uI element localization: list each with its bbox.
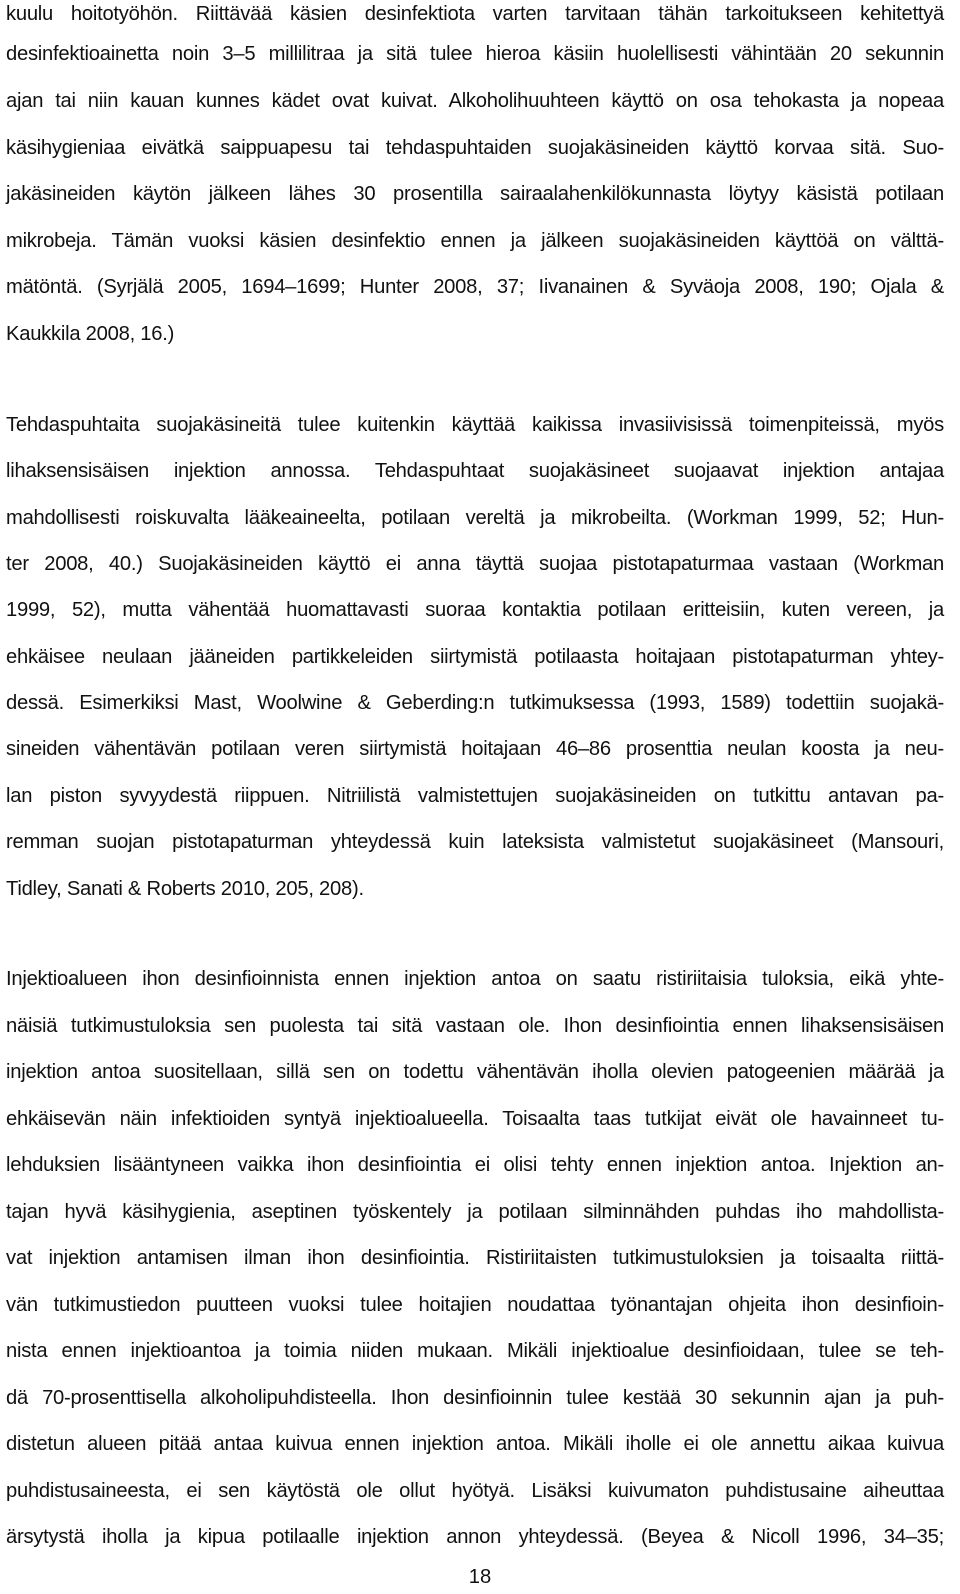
text-line-last: Tidley, Sanati & Roberts 2010, 205, 208). [6,878,364,900]
text-line: mikrobeja. Tämän vuoksi käsien desinfektio ennen ja jälkeen suojakäsineiden käyttöä on välttä- [6,230,944,252]
text-line: tajan hyvä käsihygienia, aseptinen työskentely ja potilaan silminnähden puhdas iho mahdollista- [6,1201,944,1223]
text-line: remman suojan pistotapaturman yhteydessä kuin lateksista valmistetut suojakäsineet (Mansouri, [6,831,944,853]
text-line: injektion antoa suositellaan, sillä sen on todettu vähentävän iholla olevien patogeenien määrää ja [6,1061,944,1083]
text-line: käsihygieniaa eivätkä saippuapesu tai tehdaspuhtaiden suojakäsineiden käyttö korvaa sitä. Suo- [6,137,944,159]
text-line: desinfektioainetta noin 3–5 millilitraa ja sitä tulee hieroa käsiin huolellisesti vähintään 20 sekunnin [6,43,944,65]
page-number: 18 [468,1566,492,1588]
text-line: ter 2008, 40.) Suojakäsineiden käyttö ei anna täyttä suojaa pistotapaturmaa vastaan (Workman [6,553,944,575]
text-line: jakäsineiden käytön jälkeen lähes 30 prosentilla sairaalahenkilökunnasta löytyy käsistä potilaan [6,183,944,205]
text-line: lihaksensisäisen injektion annossa. Tehdaspuhtaat suojakäsineet suojaavat injektion antajaa [6,460,944,482]
text-line: ehkäisevän näin infektioiden syntyä injektioalueella. Toisaalta taas tutkijat eivät ole havainneet tu- [6,1108,944,1130]
text-line: puhdistusaineesta, ei sen käytöstä ole ollut hyötyä. Lisäksi kuivumaton puhdistusaine aiheuttaa [6,1480,944,1502]
text-line: ehkäisee neulaan jääneiden partikkeleiden siirtymistä potilaasta hoitajaan pistotapaturman yhtey- [6,646,944,668]
text-line: lehduksien lisääntyneen vaikka ihon desinfiointia ei olisi tehty ennen injektion antoa. Injektion an- [6,1154,944,1176]
text-line: dä 70-prosenttisella alkoholipuhdisteella. Ihon desinfioinnin tulee kestää 30 sekunnin ajan ja puh- [6,1387,944,1409]
text-line: Injektioalueen ihon desinfioinnista ennen injektion antoa on saatu ristiriitaisia tuloksia, eikä yhte- [6,968,944,990]
text-line: mahdollisesti roiskuvalta lääkeaineelta, potilaan vereltä ja mikrobeilta. (Workman 1999, 52; Hun- [6,507,944,529]
text-line: vän tutkimustiedon puutteen vuoksi tulee hoitajien noudattaa työnantajan ohjeita ihon desinfioin- [6,1294,944,1316]
text-line-last: Kaukkila 2008, 16.) [6,323,175,345]
text-line: sineiden vähentävän potilaan veren siirtymistä hoitajaan 46–86 prosenttia neulan koosta ja neu- [6,738,944,760]
text-line: 1999, 52), mutta vähentää huomattavasti suoraa kontaktia potilaan eritteisiin, kuten vereen, ja [6,599,944,621]
text-line: vat injektion antamisen ilman ihon desinfiointia. Ristiriitaisten tutkimustuloksien ja toisaalta riittä- [6,1247,944,1269]
text-line: ärsytystä iholla ja kipua potilaalle injektion annon yhteydessä. (Beyea & Nicoll 1996, 34–35; [6,1526,944,1548]
text-line: näisiä tutkimustuloksia sen puolesta tai sitä vastaan ole. Ihon desinfiointia ennen lihaksensisäisen [6,1015,944,1037]
text-line: kuulu hoitotyöhön. Riittävää käsien desinfektiota varten tarvitaan tähän tarkoitukseen kehitettyä [6,3,944,25]
text-line: mätöntä. (Syrjälä 2005, 1694–1699; Hunter 2008, 37; Iivanainen & Syväoja 2008, 190; Ojala & [6,276,944,298]
text-line: Tehdaspuhtaita suojakäsineitä tulee kuitenkin käyttää kaikissa invasiivisissä toimenpiteissä, myös [6,414,944,436]
text-line: ajan tai niin kauan kunnes kädet ovat kuivat. Alkoholihuuhteen käyttö on osa tehokasta ja nopeaa [6,90,944,112]
text-line: nista ennen injektioantoa ja toimia niiden mukaan. Mikäli injektioalue desinfioidaan, tulee se teh- [6,1340,944,1362]
text-line: distetun alueen pitää antaa kuivua ennen injektion antoa. Mikäli iholle ei ole annettu aikaa kuivua [6,1433,944,1455]
text-line: lan piston syvyydestä riippuen. Nitriilistä valmistettujen suojakäsineiden on tutkittu antavan pa- [6,785,944,807]
text-line: dessä. Esimerkiksi Mast, Woolwine & Geberding:n tutkimuksessa (1993, 1589) todettiin suojakä- [6,692,944,714]
